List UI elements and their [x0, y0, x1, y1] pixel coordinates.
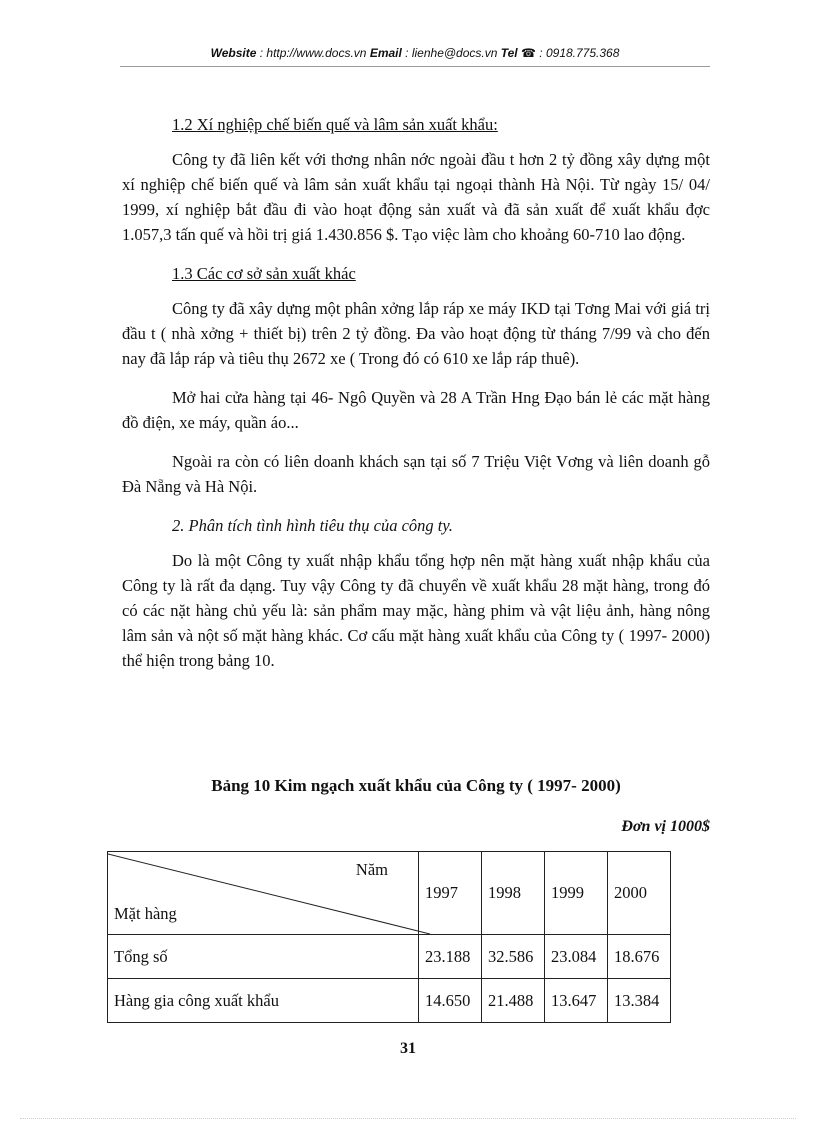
section-1-2-title: 1.2 Xí nghiệp chế biến quế và lâm sản xuất khẩu:: [172, 115, 498, 134]
header-rule: [120, 66, 710, 67]
footer-divider: [20, 1118, 796, 1119]
table-row: [108, 935, 671, 979]
table-cell: 23.084: [545, 935, 608, 979]
corner-cell: [108, 852, 419, 935]
page-body: [122, 112, 710, 673]
tel-value: : 0918.775.368: [539, 46, 620, 60]
website-value[interactable]: : http://www.docs.vn: [259, 46, 367, 60]
website-label: Website: [210, 46, 257, 60]
export-table: [107, 851, 671, 1023]
section-1-3-title: 1.3 Các cơ sở sản xuất khác: [172, 264, 356, 283]
section-1-2-body: Công ty đã liên kết với thơng nhân nớc ngoài đầu t hơn 2 tỷ đồng xây dựng một xí nghiệp chế biến quế và lâm sản xuất khẩu tại ngoại thành Hà Nội. Từ ngày 15/ 04/ 1999, xí nghiệp bắt đầu đi vào hoạt động sản xuất và đã sản xuất để xuất khẩu đợc 1.057,3 tấn quế và hồi trị giá 1.430.856 $. Tạo việc làm cho khoảng 60-710 lao động.: [122, 150, 710, 244]
year-header: 2000: [608, 852, 671, 935]
row-label: Hàng gia công xuất khẩu: [108, 979, 419, 1023]
table-header-row: [108, 852, 671, 935]
tel-label: Tel: [500, 46, 518, 60]
corner-year-label: Năm: [355, 860, 388, 879]
year-header: 1997: [419, 852, 482, 935]
table-cell: 13.647: [545, 979, 608, 1023]
corner-item-label: Mặt hàng: [114, 904, 177, 923]
table-cell: 14.650: [419, 979, 482, 1023]
table-unit: Đơn vị 1000$: [621, 818, 710, 835]
section-1-3-body-2: Mở hai cửa hàng tại 46- Ngô Quyền và 28 A Trần Hng Đạo bán lẻ các mặt hàng đồ điện, xe máy, quần áo...: [122, 388, 710, 432]
section-2-body: Do là một Công ty xuất nhập khẩu tổng hợp nên mặt hàng xuất nhập khẩu của Công ty là rất đa dạng. Tuy vậy Công ty đã chuyển về xuất khẩu 28 mặt hàng, trong đó có các nặt hàng chủ yếu là: sản phẩm may mặc, hàng phim và vật liệu ảnh, hàng nông lâm sản và nột số mặt hàng khác. Cơ cấu mặt hàng xuất khẩu của Công ty ( 1997- 2000) thể hiện trong bảng 10.: [122, 551, 710, 670]
table-row: [108, 979, 671, 1023]
section-2-title: 2. Phân tích tình hình tiêu thụ của công ty.: [172, 516, 453, 535]
row-label: Tổng số: [108, 935, 419, 979]
year-header: 1998: [482, 852, 545, 935]
section-1-3-body-3: Ngoài ra còn có liên doanh khách sạn tại số 7 Triệu Việt Vơng và liên doanh gỗ Đà Nẵng và Hà Nội.: [122, 452, 710, 496]
year-header: 1999: [545, 852, 608, 935]
phone-icon: ☎: [521, 46, 536, 60]
table-cell: 23.188: [419, 935, 482, 979]
email-value[interactable]: : lienhe@docs.vn: [405, 46, 498, 60]
table-cell: 18.676: [608, 935, 671, 979]
section-1-3-body-1: Công ty đã xây dựng một phân xởng lắp ráp xe máy IKD tại Tơng Mai với giá trị đầu t ( nhà xởng + thiết bị) trên 2 tỷ đồng. Đa vào hoạt động từ tháng 7/99 và cho đến nay đã lắp ráp và tiêu thụ 2672 xe ( Trong đó có 610 xe lắp ráp thuê).: [122, 299, 710, 368]
table-title: Bảng 10 Kim ngạch xuất khẩu của Công ty ( 1997- 2000): [211, 776, 621, 795]
table-cell: 13.384: [608, 979, 671, 1023]
page-header: [120, 46, 710, 60]
page-number: 31: [400, 1040, 416, 1057]
table-cell: 21.488: [482, 979, 545, 1023]
email-label: Email: [369, 46, 402, 60]
table-cell: 32.586: [482, 935, 545, 979]
